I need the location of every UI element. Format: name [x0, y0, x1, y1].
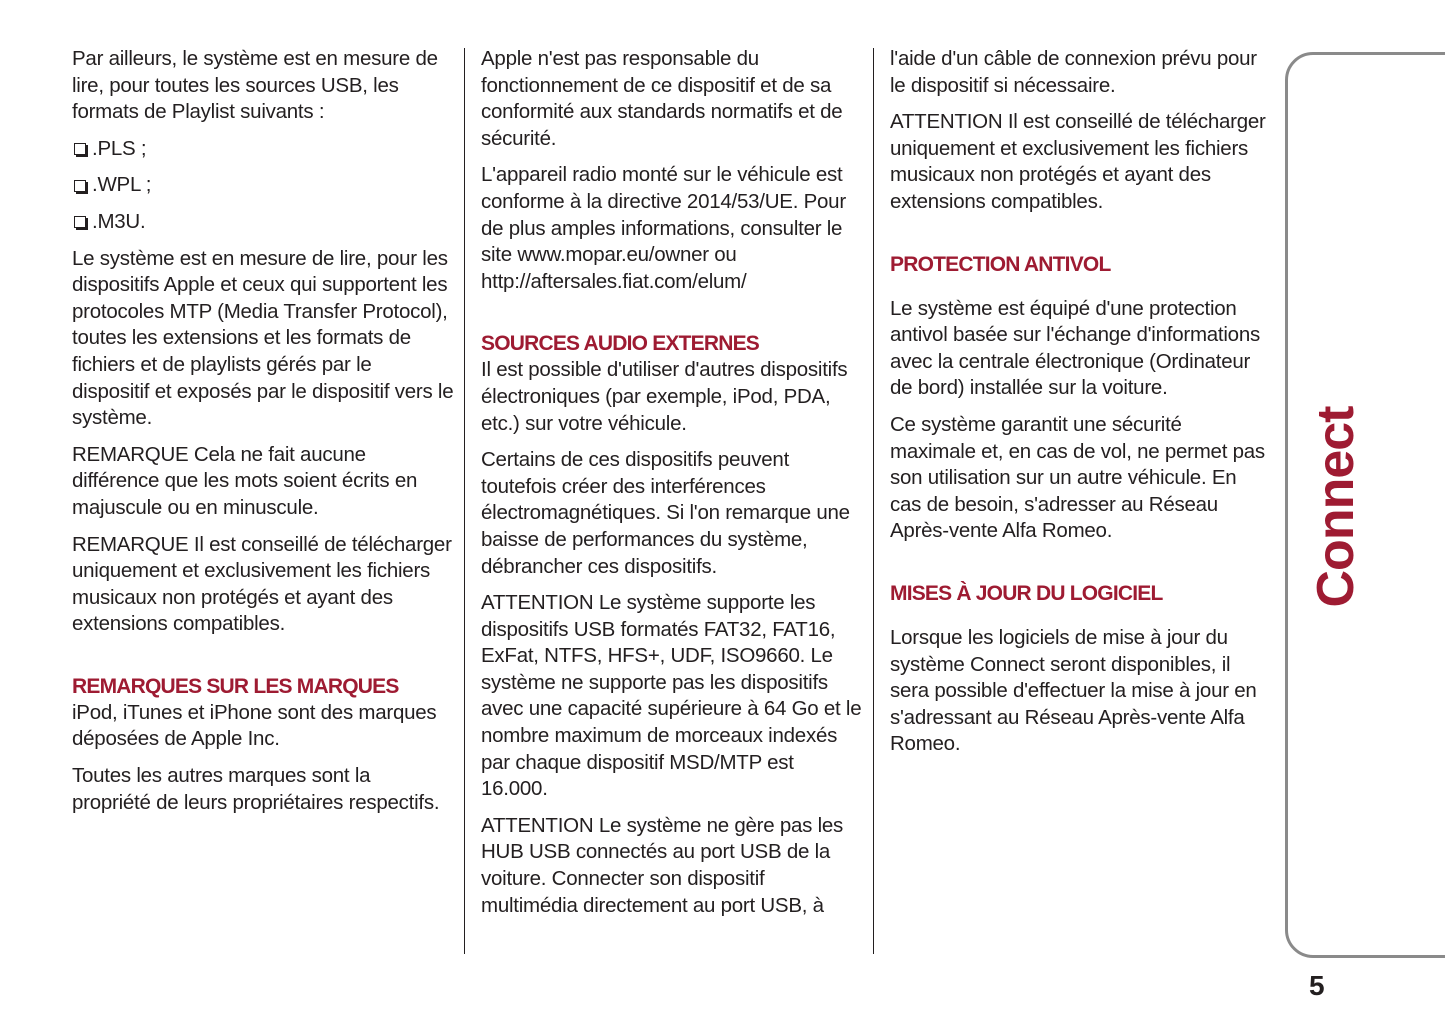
section-heading: SOURCES AUDIO EXTERNES — [481, 332, 759, 356]
paragraph: ATTENTION Le système ne gère pas les HUB USB connectés au port USB de la voiture. Connecter son dispositif multimédia directement au port USB, à — [481, 813, 844, 917]
paragraph: REMARQUE Cela ne fait aucune différence que les mots soient écrits en majuscule ou en minuscule. — [72, 442, 418, 519]
text-column-2 — [481, 46, 863, 929]
paragraph: Ce système garantit une sécurité maximale et, en cas de vol, ne permet pas son utilisation sur un autre véhicule. En cas de besoin, s'adresser au Réseau Après-vente Alfa Romeo. — [890, 412, 1265, 543]
paragraph: Apple n'est pas responsable du fonctionnement de ce dispositif et de sa conformité aux standards normatifs et de sécurité. — [481, 47, 843, 150]
paragraph: l'aide d'un câble de connexion prévu pour le dispositif si nécessaire. — [890, 47, 1257, 97]
paragraph: Toutes les autres marques sont la propriété de leurs propriétaires respectifs. — [72, 764, 440, 814]
text-column-3 — [890, 46, 1268, 768]
paragraph: Le système est équipé d'une protection antivol basée sur l'échange d'informations avec la centrale électronique (Ordinateur de bord) installée sur la voiture. — [890, 296, 1260, 400]
list-item-text: .PLS ; — [92, 136, 147, 160]
paragraph: Lorsque les logiciels de mise à jour du système Connect seront disponibles, il sera possible d'effectuer la mise à jour en s'adressant au Réseau Après-vente Alfa Romeo. — [890, 625, 1257, 756]
column-divider — [464, 48, 465, 954]
paragraph: Le système est en mesure de lire, pour les dispositifs Apple et ceux qui supportent les protocoles MTP (Media Transfer Protocol), toutes les extensions et les formats de fichiers et de playlists gérés par le dispositif et exposés par le dispositif vers le système. — [72, 246, 454, 430]
section-heading: REMARQUES SUR LES MARQUES — [72, 674, 399, 698]
paragraph: ATTENTION Le système supporte les dispositifs USB formatés FAT32, FAT16, ExFat, NTFS, HFS+, UDF, ISO9660. Le système ne supporte pas les dispositifs avec une capacité supérieure à 64 Go et le nombre maximum de morceaux indexés par chaque dispositif MSD/MTP est 16.000. — [481, 591, 862, 801]
checkbox-bullet-icon — [74, 216, 86, 228]
text-column-1 — [72, 46, 454, 826]
paragraph: REMARQUE Il est conseillé de télécharger uniquement et exclusivement les fichiers musicaux non protégés et ayant des extensions compatibles. — [72, 532, 452, 636]
list-item — [72, 209, 454, 236]
section-heading: PROTECTION ANTIVOL — [890, 252, 1111, 276]
paragraph: Certains de ces dispositifs peuvent toutefois créer des interférences électromagnétiques. Si l'on remarque une baisse de performances du système, débrancher ces dispositifs. — [481, 448, 850, 578]
page-number: 5 — [1309, 970, 1325, 1001]
section-tab-label: Connect — [1307, 406, 1365, 608]
paragraph: ATTENTION Il est conseillé de télécharger uniquement et exclusivement les fichiers musicaux non protégés et ayant des extensions compatibles. — [890, 110, 1266, 213]
list-item-text: .M3U. — [92, 209, 146, 233]
list-item — [72, 136, 454, 163]
column-divider — [873, 48, 874, 954]
list-item-text: .WPL ; — [92, 173, 152, 197]
paragraph: Par ailleurs, le système est en mesure de lire, pour toutes les sources USB, les formats de Playlist suivants : — [72, 47, 438, 124]
paragraph: iPod, iTunes et iPhone sont des marques déposées de Apple Inc. — [72, 700, 437, 751]
checkbox-bullet-icon — [74, 180, 86, 192]
checkbox-bullet-icon — [74, 143, 86, 155]
paragraph: Il est possible d'utiliser d'autres dispositifs électroniques (par exemple, iPod, PDA, etc.) sur votre véhicule. — [481, 358, 848, 435]
list-item — [72, 172, 454, 199]
paragraph: L'appareil radio monté sur le véhicule est conforme à la directive 2014/53/UE. Pour de plus amples informations, consulter le site www.mopar.eu/owner ou http://aftersales.fiat.com/elum/ — [481, 163, 846, 293]
section-heading: MISES À JOUR DU LOGICIEL — [890, 581, 1163, 605]
